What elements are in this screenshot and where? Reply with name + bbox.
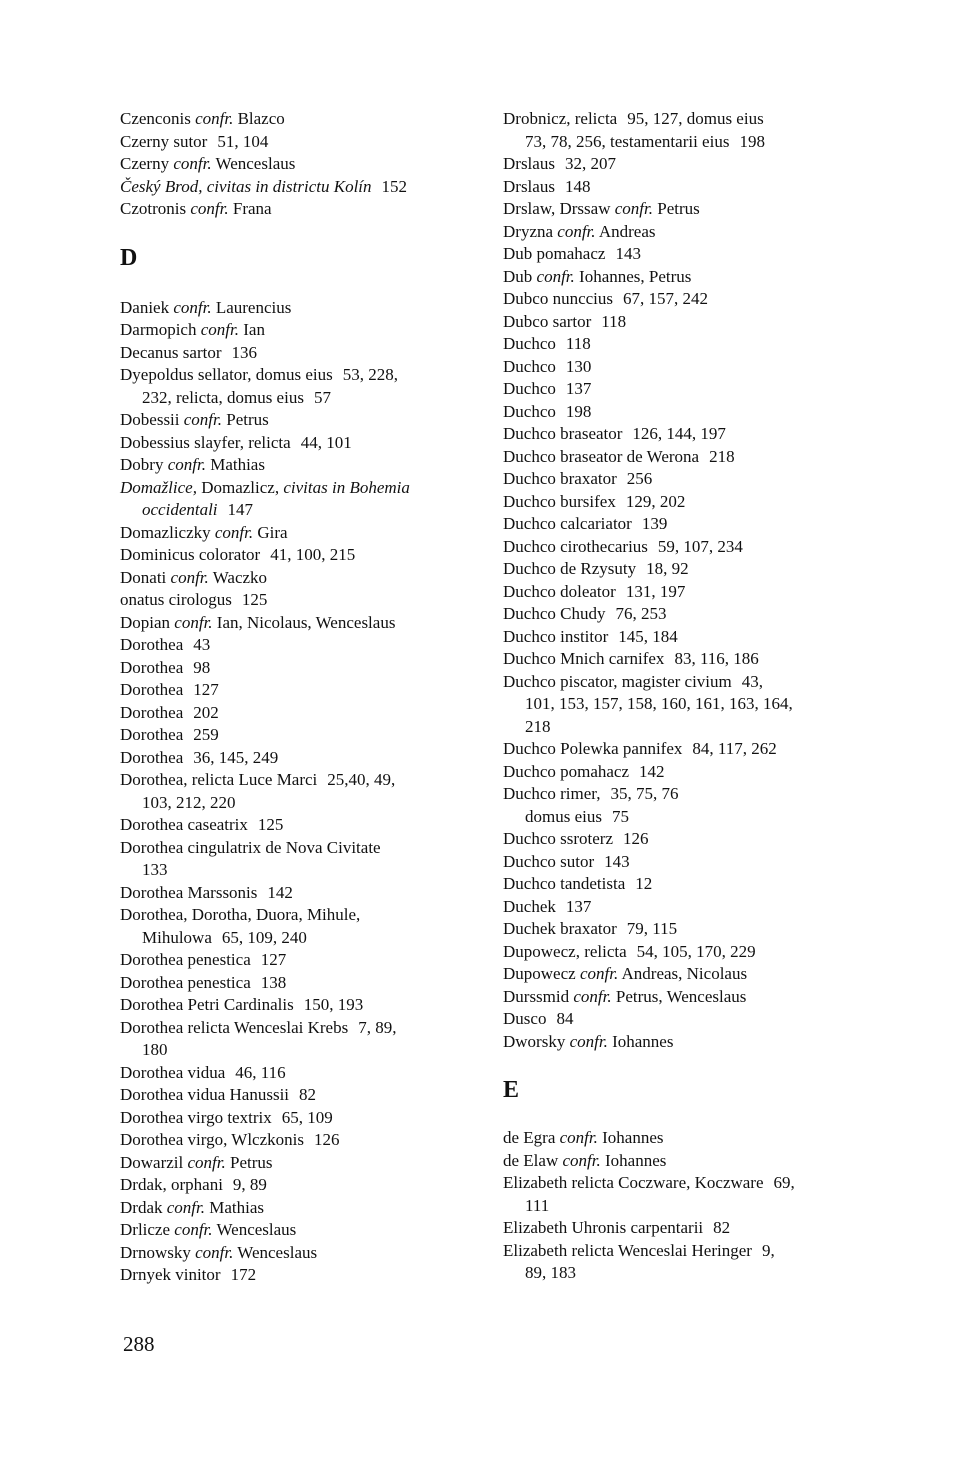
index-entry: Duchco Polewka pannifex 84, 117, 262 (503, 739, 777, 758)
index-entry: Duchco 130 (503, 356, 592, 376)
index-entry: Duchco ssroterz 126 (503, 829, 649, 848)
index-entry: Duchco 118 (503, 334, 591, 353)
index-entry: Dorothea cingulatrix de Nova Civitate 133 (120, 837, 381, 879)
index-column-right (503, 108, 848, 1285)
index-entry: Duchco institor 145, 184 (503, 626, 678, 646)
index-entry: Duchco braxator 256 (503, 469, 653, 488)
index-entry: Dupowecz, relicta 54, 105, 170, 229 (503, 941, 756, 961)
index-entry: Drobnicz, relicta 95, 127, domus eius 73, 78, 256, testamentarii eius 198 (503, 109, 765, 151)
index-entry: Dorothea, Dorotha, Duora, Mihule, Mihulowa 65, 109, 240 (120, 905, 361, 947)
index-entry: Dubco sartor 118 (503, 311, 627, 331)
index-entry: Dorothea 43 (120, 635, 211, 654)
index-entry: Duchco sutor 143 (503, 851, 630, 871)
section-letter-e: E (503, 1077, 520, 1103)
index-entry: Dobessius slayfer, relicta 44, 101 (120, 432, 352, 452)
index-entry: Duchco calcariator 139 (503, 514, 668, 533)
index-entry: Dorothea, relicta Luce Marci 25,40, 49, 103, 212, 220 (120, 770, 396, 812)
index-entry: Dorothea Marssonis 142 (120, 882, 293, 902)
index-entry: Dorothea virgo, Wlczkonis 126 (120, 1130, 340, 1149)
index-entry: Duchco 198 (503, 401, 592, 421)
index-entry: Czenconis confr. Blazco (120, 109, 285, 128)
index-entry: Dobry confr. Mathias (120, 455, 265, 474)
index-entry: Dopian confr. Ian, Nicolaus, Wenceslaus (120, 612, 396, 632)
index-entry: Donati confr. Waczko (120, 567, 268, 587)
index-entry: Dorothea vidua 46, 116 (120, 1062, 286, 1082)
index-entry: Duchco Chudy 76, 253 (503, 604, 667, 623)
index-entry: Dubco nunccius 67, 157, 242 (503, 289, 709, 308)
index-entry: de Egra confr. Iohannes (503, 1128, 664, 1147)
index-entry: Daniek confr. Laurencius (120, 297, 292, 317)
index-entry: Duchco 137 (503, 379, 592, 398)
index-entry: Dusco 84 (503, 1009, 574, 1028)
section-letter-d: D (120, 244, 138, 271)
index-entry: Czotronis confr. Frana (120, 199, 272, 218)
index-entry: Duchco piscator, magister civium 43, 101, 153, 157, 158, 160, 161, 163, 164, 218 (503, 671, 793, 736)
index-entry: Dominicus colorator 41, 100, 215 (120, 545, 356, 564)
index-entry: Darmopich confr. Ian (120, 320, 265, 339)
index-column-left (120, 108, 465, 1287)
index-entry: Dorothea 36, 145, 249 (120, 747, 279, 767)
index-entry: Dorothea vidua Hanussii 82 (120, 1085, 317, 1104)
index-entry: Durssmid confr. Petrus, Wenceslaus (503, 986, 747, 1006)
index-entry: Duchco cirothecarius 59, 107, 234 (503, 536, 743, 556)
index-entry: Dorothea 202 (120, 702, 219, 722)
index-entry: onatus cirologus 125 (120, 590, 268, 609)
index-entry: Duchco bursifex 129, 202 (503, 491, 686, 511)
index-entry: Dorothea penestica 127 (120, 950, 287, 969)
index-entry: Dorothea virgo textrix 65, 109 (120, 1107, 333, 1127)
index-entry: Dyepoldus sellator, domus eius 53, 228, 232, relicta, domus eius 57 (120, 365, 398, 407)
index-entry: Duchco pomahacz 142 (503, 761, 665, 781)
index-entry: Dorothea relicta Wenceslai Krebs 7, 89, 180 (120, 1017, 397, 1059)
index-entry: Drslaus 148 (503, 176, 591, 196)
index-entry: Duchco doleator 131, 197 (503, 581, 686, 601)
index-entry: Duchek braxator 79, 115 (503, 919, 678, 938)
index-entry: Dub pomahacz 143 (503, 244, 641, 263)
index-entry: Elizabeth Uhronis carpentarii 82 (503, 1218, 731, 1237)
index-entry: Dorothea 127 (120, 680, 219, 699)
index-entry: Duchek 137 (503, 896, 592, 916)
index-entry: Duchco Mnich carnifex 83, 116, 186 (503, 649, 759, 668)
index-entry: Český Brod, civitas in districtu Kolín 152 (120, 176, 408, 196)
index-entry: Drslaw, Drssaw confr. Petrus (503, 199, 700, 218)
index-entry: Decanus sartor 136 (120, 342, 257, 362)
index-entry: Dupowecz confr. Andreas, Nicolaus (503, 964, 748, 983)
index-entry: Dowarzil confr. Petrus (120, 1152, 273, 1172)
index-entry: Drdak, orphani 9, 89 (120, 1175, 267, 1194)
index-entry: Dorothea penestica 138 (120, 972, 287, 992)
index-entry: Duchco tandetista 12 (503, 874, 653, 893)
index-entry: Duchco rimer, 35, 75, 76 domus eius 75 (503, 784, 679, 826)
index-entry: Drslaus 32, 207 (503, 154, 616, 173)
index-entry: Drnyek vinitor 172 (120, 1265, 257, 1284)
index-entry: de Elaw confr. Iohannes (503, 1150, 667, 1170)
index-entry: Czerny sutor 51, 104 (120, 131, 269, 151)
index-entry: Dobessii confr. Petrus (120, 410, 269, 429)
index-entry: Drlicze confr. Wenceslaus (120, 1220, 297, 1239)
index-entry: Duchco de Rzysuty 18, 92 (503, 559, 689, 578)
index-entry: Domazliczky confr. Gira (120, 522, 288, 542)
index-entry: Domažlice, Domazlicz, civitas in Bohemia occidentali 147 (120, 477, 410, 519)
index-entry: Duchco braseator de Werona 218 (503, 446, 735, 466)
index-entry: Elizabeth relicta Wenceslai Heringer 9, 89, 183 (503, 1240, 775, 1282)
index-entry: Dworsky confr. Iohannes (503, 1031, 674, 1051)
index-entry: Dryzna confr. Andreas (503, 221, 656, 241)
index-entry: Duchco braseator 126, 144, 197 (503, 424, 726, 443)
index-entry: Dorothea caseatrix 125 (120, 815, 284, 834)
index-entry: Drdak confr. Mathias (120, 1197, 265, 1217)
index-entry: Elizabeth relicta Coczware, Koczware 69, 111 (503, 1173, 795, 1215)
index-entry: Dorothea Petri Cardinalis 150, 193 (120, 995, 364, 1014)
index-entry: Drnowsky confr. Wenceslaus (120, 1242, 318, 1262)
index-entry: Dorothea 259 (120, 725, 219, 744)
index-entry: Dub confr. Iohannes, Petrus (503, 266, 692, 286)
index-entry: Czerny confr. Wenceslaus (120, 154, 296, 173)
page-number: 288 (123, 1332, 155, 1356)
index-entry: Dorothea 98 (120, 657, 211, 677)
